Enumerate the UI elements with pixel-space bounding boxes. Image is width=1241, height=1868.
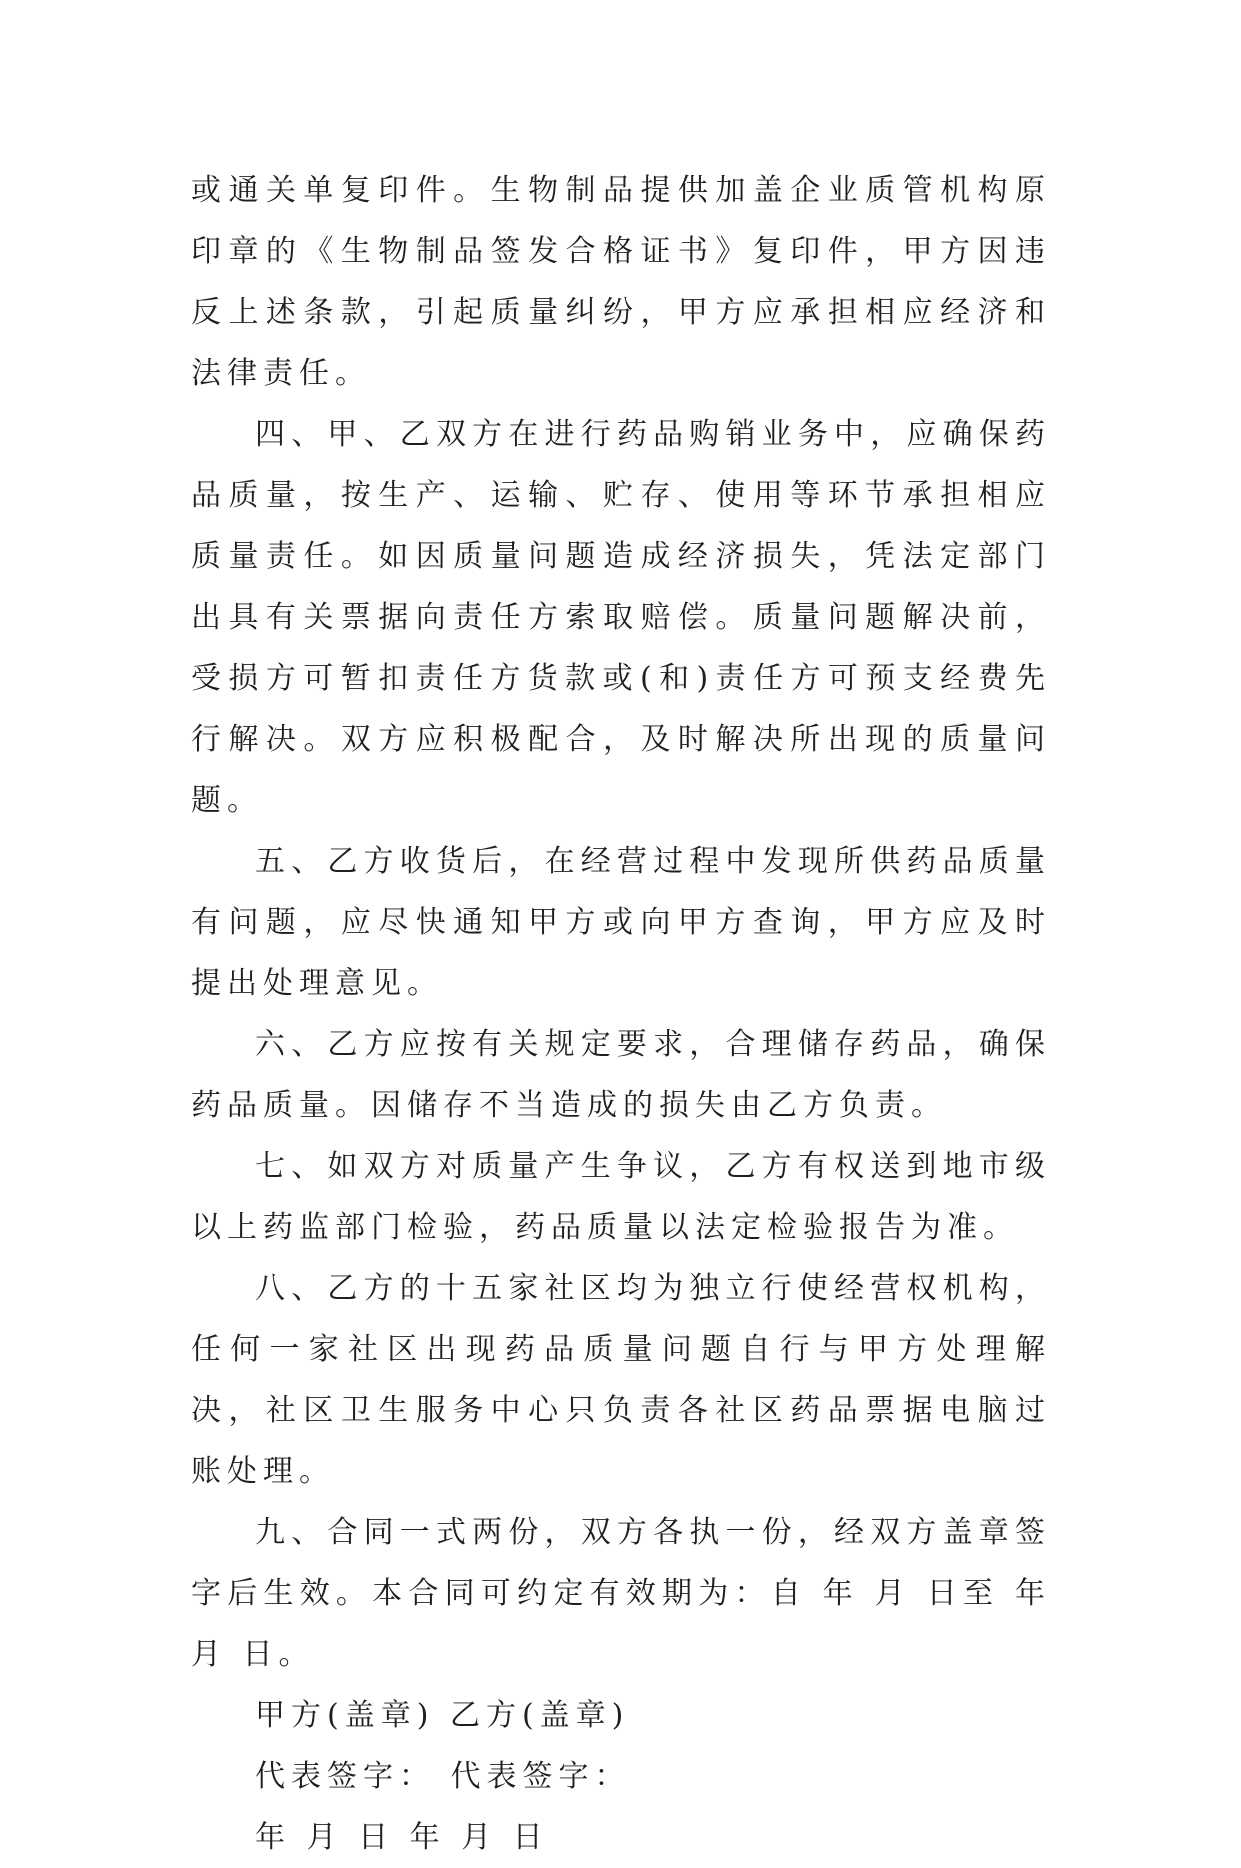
seal-line: 甲方(盖章) 乙方(盖章): [255, 1698, 630, 1733]
representative-signature-line: 代表签字： 代表签字：: [255, 1759, 631, 1794]
contract-body: [191, 160, 1051, 1868]
paragraph-clause-8: 八、乙方的十五家社区均为独立行使经营权机构，任何一家社区出现药品质量问题自行与甲方处理解决，社区卫生服务中心只负责各社区药品票据电脑过账处理。: [191, 1271, 1051, 1489]
paragraph-clause-5: 五、乙方收货后，在经营过程中发现所供药品质量有问题，应尽快通知甲方或向甲方查询，甲方应及时提出处理意见。: [191, 844, 1051, 1001]
paragraph-continuation: 或通关单复印件。生物制品提供加盖企业质管机构原印章的《生物制品签发合格证书》复印件，甲方因违反上述条款，引起质量纠纷，甲方应承担相应经济和法律责任。: [191, 173, 1051, 391]
paragraph-clause-4: 四、甲、乙双方在进行药品购销业务中，应确保药品质量，按生产、运输、贮存、使用等环节承担相应质量责任。如因质量问题造成经济损失，凭法定部门出具有关票据向责任方索取赔偿。质量问题解决前，受损方可暂扣责任方货款或(和)责任方可预支经费先行解决。双方应积极配合，及时解决所出现的质量问题。: [191, 417, 1051, 818]
paragraph-clause-7: 七、如双方对质量产生争议，乙方有权送到地市级以上药监部门检验，药品质量以法定检验报告为准。: [191, 1149, 1051, 1245]
paragraph-clause-6: 六、乙方应按有关规定要求，合理储存药品，确保药品质量。因储存不当造成的损失由乙方负责。: [191, 1027, 1051, 1123]
paragraph-clause-9: 九、合同一式两份，双方各执一份，经双方盖章签字后生效。本合同可约定有效期为：自 年 月 日至 年 月 日。: [191, 1515, 1051, 1672]
date-line: 年 月 日 年 月 日: [255, 1820, 549, 1855]
